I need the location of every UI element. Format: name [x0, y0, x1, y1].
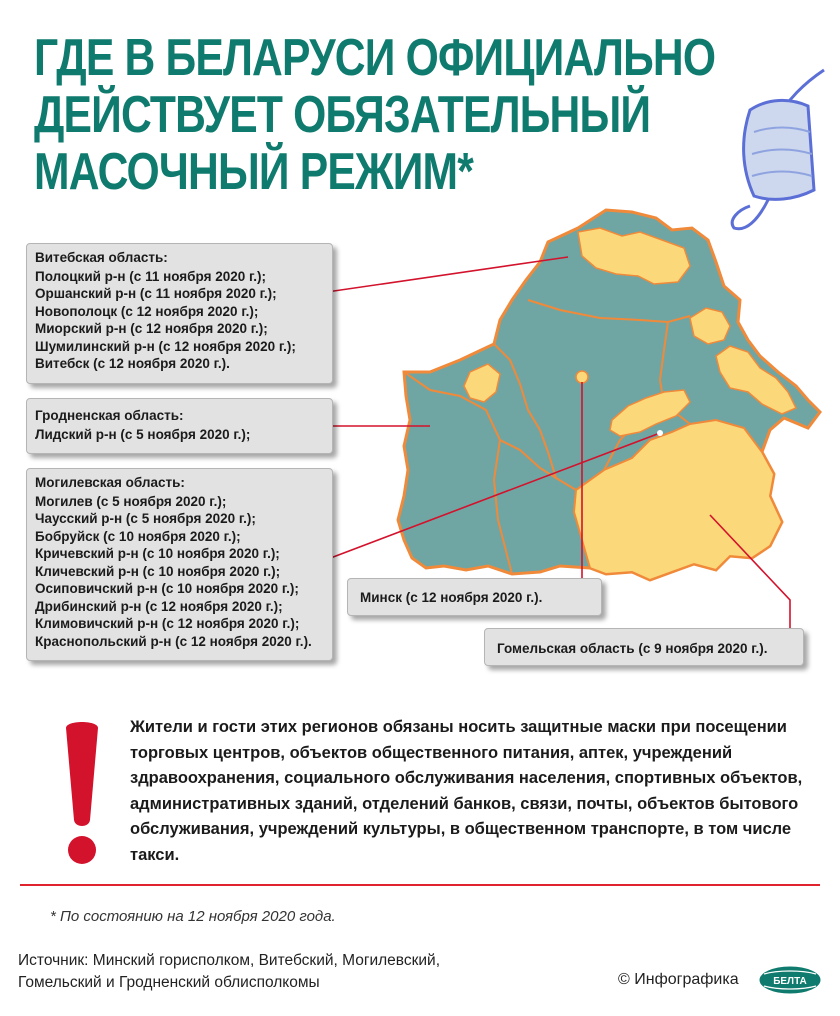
minsk-box	[347, 578, 602, 616]
source-line: Гомельский и Гродненский облисполкомы	[18, 974, 320, 991]
logo-text: БЕЛТА	[773, 976, 807, 987]
list-item: Могилев (с 5 ноября 2020 г.);	[35, 493, 227, 509]
belta-logo	[758, 965, 822, 995]
source-note	[18, 950, 440, 994]
list-item: Полоцкий р-н (с 11 ноября 2020 г.);	[35, 268, 267, 284]
region-header: Могилевская область:	[35, 475, 185, 490]
gomel-box	[484, 628, 804, 666]
list-item: Осиповичский р-н (с 10 ноября 2020 г.);	[35, 581, 299, 596]
list-item: Чаусский р-н (с 5 ноября 2020 г.);	[35, 511, 256, 526]
footnote: * По состоянию на 12 ноября 2020 года.	[50, 908, 336, 925]
list-item: Дрибинский р-н (с 12 ноября 2020 г.);	[35, 598, 283, 614]
source-line: Источник: Минский горисполком, Витебский, Могилевский,	[18, 952, 441, 969]
region-header: Витебская область:	[35, 250, 168, 265]
list-item: Кричевский р-н (с 10 ноября 2020 г.);	[35, 546, 280, 561]
list-item: Кличевский р-н (с 10 ноября 2020 г.);	[35, 563, 281, 579]
list-item: Лидский р-н (с 5 ноября 2020 г.);	[35, 426, 251, 442]
list-item: Бобруйск (с 10 ноября 2020 г.);	[35, 528, 241, 544]
list-item: Витебск (с 12 ноября 2020 г.).	[35, 356, 230, 371]
title-line: ДЕЙСТВУЕТ ОБЯЗАТЕЛЬНЫЙ	[34, 86, 651, 144]
list-item: Миорский р-н (с 12 ноября 2020 г.);	[35, 321, 268, 336]
divider	[20, 884, 820, 886]
copyright: © Инфографика	[618, 971, 739, 988]
exclamation-icon	[62, 718, 102, 868]
mogilev-region-box	[26, 468, 333, 661]
title-line: МАСОЧНЫЙ РЕЖИМ*	[34, 143, 474, 201]
minsk-marker	[576, 371, 588, 383]
gomel-label: Гомельская область (с 9 ноября 2020 г.).	[497, 641, 768, 656]
mogilev-map-dot	[657, 430, 663, 436]
vitebsk-region-box	[26, 243, 333, 384]
list-item: Шумилинский р-н (с 12 ноября 2020 г.);	[35, 338, 296, 354]
list-item: Новополоцк (с 12 ноября 2020 г.);	[35, 303, 259, 319]
list-item: Оршанский р-н (с 11 ноября 2020 г.);	[35, 286, 277, 301]
grodno-region-box	[26, 398, 333, 454]
warning-text: Жители и гости этих регионов обязаны носить защитные маски при посещении торговых центров, объектов общественного питания, аптек, учреждений здравоохранения, социального обслуживания населения, спортивных объектов, административных зданий, отделений банков, связи, почты, объектов бытового обслуживания, учреждений культуры, в общественном транспорте, в том числе такси.	[130, 718, 803, 864]
list-item: Климовичский р-н (с 12 ноября 2020 г.);	[35, 616, 300, 631]
minsk-label: Минск (с 12 ноября 2020 г.).	[360, 590, 543, 605]
region-header: Гродненская область:	[35, 408, 184, 423]
list-item: Краснопольский р-н (с 12 ноября 2020 г.).	[35, 633, 312, 649]
title-line: ГДЕ В БЕЛАРУСИ ОФИЦИАЛЬНО	[34, 29, 716, 87]
